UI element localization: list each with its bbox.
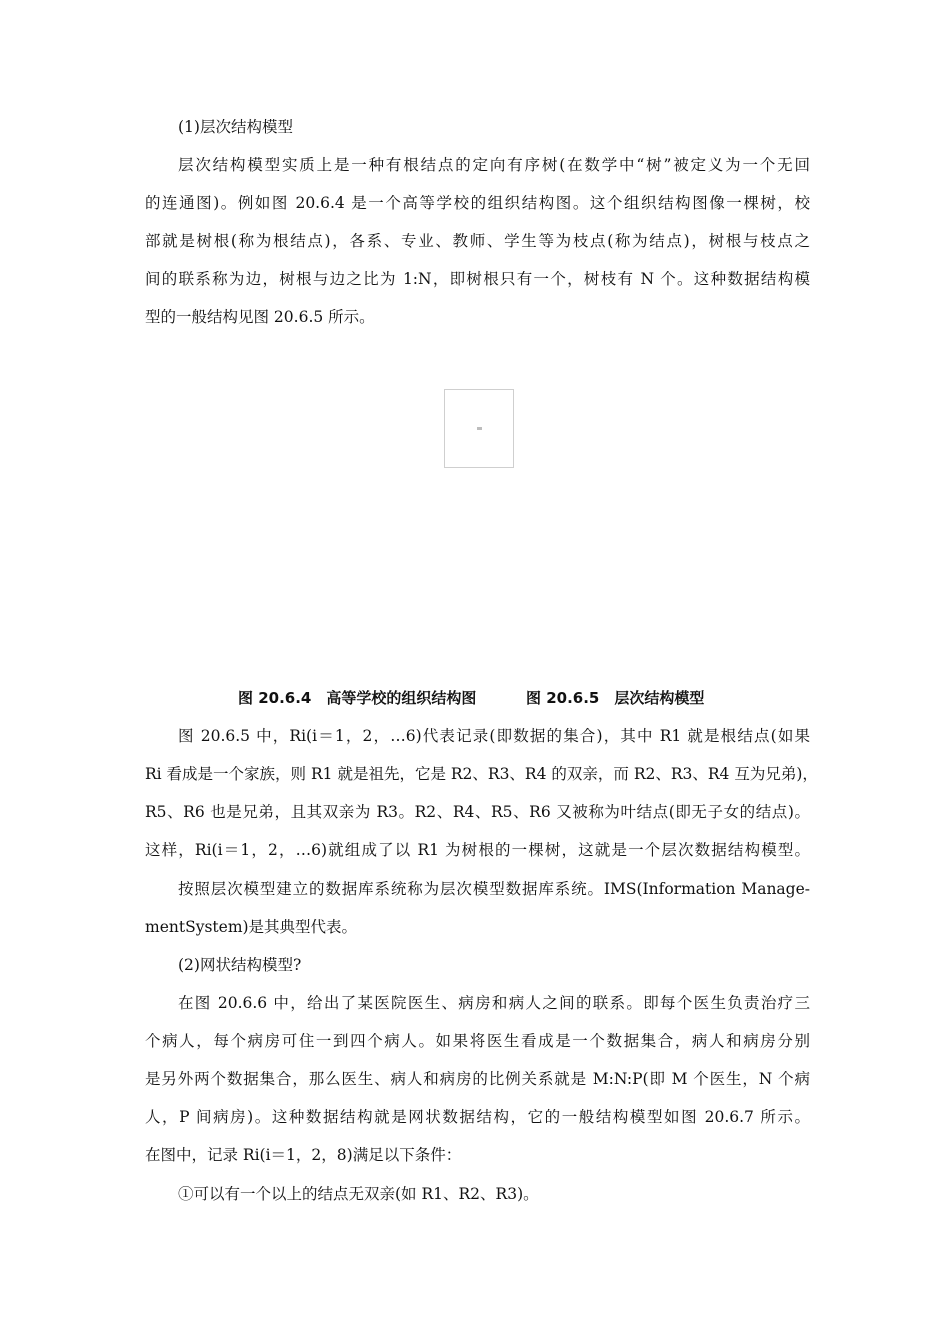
paragraph-line: R5、R6 也是兄弟，且其双亲为 R3。R2、R4、R5、R6 又被称为叶结点(即无子女的结点)。: [145, 803, 810, 821]
figure-caption-20-6-5: 图 20.6.5 层次结构模型: [526, 689, 705, 707]
paragraph-line: 间的联系称为边，树根与边之比为 1:N，即树根只有一个，树枝有 N 个。这种数据结构模: [145, 270, 810, 288]
section-heading-hierarchical-model: (1)层次结构模型: [178, 118, 293, 136]
section-heading-network-model: (2)网状结构模型?: [178, 956, 302, 974]
paragraph-line: 型的一般结构见图 20.6.5 所示。: [145, 308, 375, 326]
paragraph-line: mentSystem)是其典型代表。: [145, 918, 358, 936]
paragraph-line: 这样，Ri(i＝1，2，…6)就组成了以 R1 为树根的一棵树，这就是一个层次数据结构模型。: [145, 841, 810, 859]
paragraph-line: 是另外两个数据集合，那么医生、病人和病房的比例关系就是 M:N:P(即 M 个医生，N 个病: [145, 1070, 810, 1088]
paragraph-line: 图 20.6.5 中，Ri(i＝1，2，…6)代表记录(即数据的集合)，其中 R1 就是根结点(如果: [178, 727, 810, 745]
figure-caption-20-6-4: 图 20.6.4 高等学校的组织结构图: [238, 689, 477, 707]
paragraph-line: 按照层次模型建立的数据库系统称为层次模型数据库系统。IMS(Information Manage-: [178, 880, 810, 898]
paragraph-line: 人，P 间病房)。这种数据结构就是网状数据结构，它的一般结构模型如图 20.6.7 所示。: [145, 1108, 810, 1126]
paragraph-line: 部就是树根(称为根结点)，各系、专业、教师、学生等为枝点(称为结点)，树根与枝点之: [145, 232, 810, 250]
figure-image-placeholder: [444, 389, 514, 468]
paragraph-line: 个病人，每个病房可住一到四个病人。如果将医生看成是一个数据集合，病人和病房分别: [145, 1032, 810, 1050]
paragraph-line: 的连通图)。例如图 20.6.4 是一个高等学校的组织结构图。这个组织结构图像一棵树，校: [145, 194, 810, 212]
paragraph-line: 在图中，记录 Ri(i＝1，2，8)满足以下条件：: [145, 1146, 462, 1164]
paragraph-line: 层次结构模型实质上是一种有根结点的定向有序树(在数学中“树”被定义为一个无回: [178, 156, 810, 174]
broken-image-icon: [477, 427, 482, 430]
list-item: ①可以有一个以上的结点无双亲(如 R1、R2、R3)。: [178, 1185, 539, 1203]
paragraph-line: Ri 看成是一个家族，则 R1 就是祖先，它是 R2、R3、R4 的双亲，而 R2、R3、R4 互为兄弟)，: [145, 765, 818, 783]
paragraph-line: 在图 20.6.6 中，给出了某医院医生、病房和病人之间的联系。即每个医生负责治疗三: [178, 994, 810, 1012]
